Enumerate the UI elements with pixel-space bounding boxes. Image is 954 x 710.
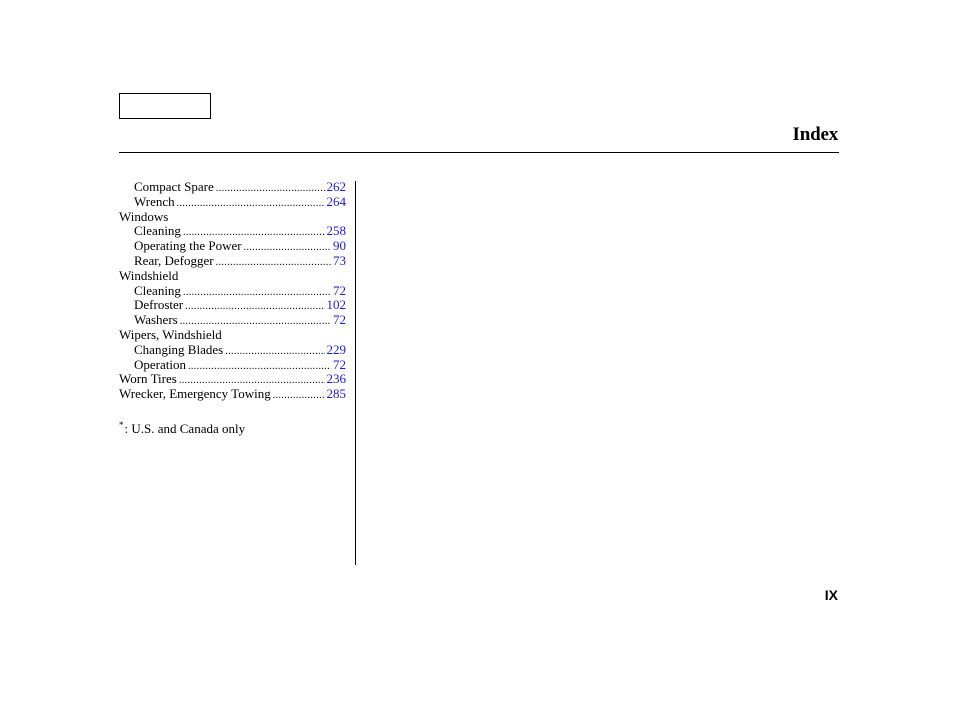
index-entry-label: Cleaning [134, 282, 181, 298]
index-entry[interactable] [119, 298, 346, 313]
index-entry [119, 328, 346, 343]
dot-leader [273, 389, 325, 404]
header-divider [119, 152, 839, 153]
index-entry-label: Wrecker, Emergency Towing [119, 386, 271, 402]
dot-leader [225, 345, 324, 360]
index-entry[interactable] [119, 224, 346, 239]
index-entry[interactable] [119, 372, 346, 387]
dot-leader [185, 300, 324, 315]
index-entry-label: Compact Spare [134, 179, 214, 194]
index-entry-label: Windows [119, 208, 169, 224]
footnote [119, 417, 245, 437]
page-number: IX [824, 587, 838, 603]
index-entry[interactable] [119, 313, 346, 328]
page-link[interactable]: 73 [333, 252, 346, 268]
page-link[interactable]: 258 [326, 223, 346, 239]
dot-leader [183, 286, 331, 301]
index-entry-label: Wipers, Windshield [119, 326, 222, 342]
index-entry[interactable] [119, 343, 346, 358]
footnote-text: : U.S. and Canada only [124, 421, 246, 436]
index-entry[interactable] [119, 180, 346, 195]
dot-leader [244, 241, 331, 256]
index-entry[interactable] [119, 239, 346, 254]
index-entry-label: Worn Tires [119, 371, 177, 387]
page-link[interactable]: 236 [326, 371, 346, 387]
index-entry-label: Windshield [119, 267, 179, 283]
index-entry-label: Rear, Defogger [134, 252, 214, 268]
page-link[interactable]: 90 [333, 238, 346, 254]
page-link[interactable]: 72 [333, 312, 346, 328]
index-entry-label: Defroster [134, 297, 184, 313]
index-entry[interactable] [119, 358, 346, 373]
index-entry[interactable] [119, 387, 346, 402]
page-link[interactable]: 262 [326, 179, 346, 194]
index-entry-label: Operation [134, 356, 186, 372]
index-list [119, 180, 346, 402]
index-entry[interactable] [119, 254, 346, 269]
index-entry [119, 269, 346, 284]
page-link[interactable]: 229 [326, 341, 346, 357]
dot-leader [216, 256, 331, 271]
dot-leader [177, 197, 325, 212]
index-entry-label: Washers [134, 312, 178, 328]
index-entry-label: Wrench [134, 193, 175, 209]
dot-leader [188, 360, 331, 375]
index-entry-label: Operating the Power [134, 238, 242, 254]
page-link[interactable]: 72 [333, 282, 346, 298]
page-link[interactable]: 102 [326, 297, 346, 313]
index-entry[interactable] [119, 195, 346, 210]
page-link[interactable]: 72 [333, 356, 346, 372]
contents-nav-button[interactable] [119, 93, 211, 119]
column-divider [355, 181, 356, 565]
dot-leader [216, 182, 325, 197]
index-entry-label: Cleaning [134, 223, 181, 239]
index-entry [119, 210, 346, 225]
page-link[interactable]: 264 [326, 193, 346, 209]
index-entry[interactable] [119, 284, 346, 299]
page-link[interactable]: 285 [326, 386, 346, 402]
index-entry-label: Changing Blades [134, 341, 224, 357]
page-title: Index [792, 124, 838, 145]
footnote-mark: * [119, 420, 124, 430]
